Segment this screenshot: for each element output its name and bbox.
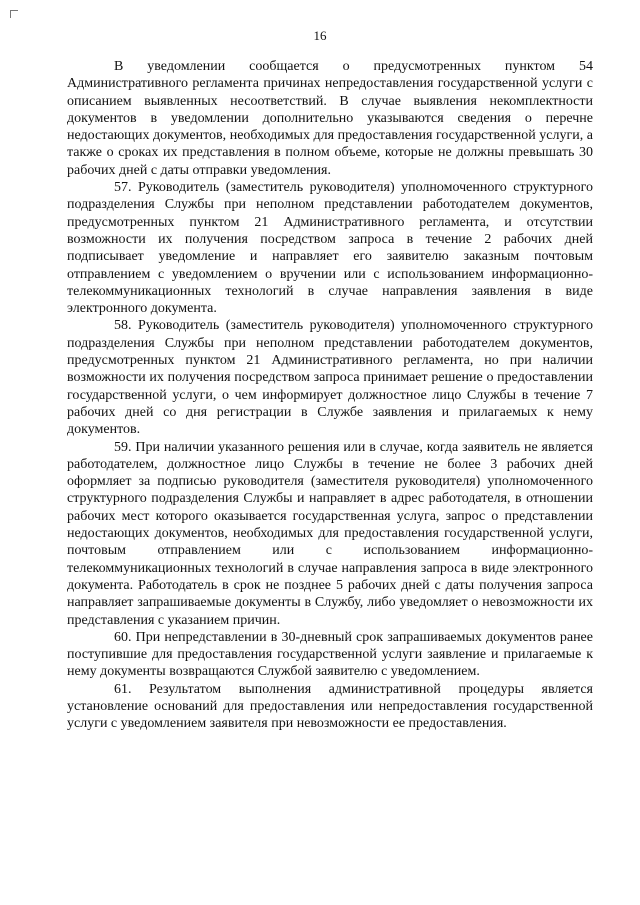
document-body xyxy=(67,58,593,733)
scan-corner-mark xyxy=(10,10,18,18)
page-number: 16 xyxy=(313,28,327,43)
paragraph-59: 59. При наличии указанного решения или в случае, когда заявитель не является работодателем, должностное лицо Службы в течение не более 3 рабочих дней оформляет за подписью руководителя (заместителя руководителя) уполномоченного структурного подразделения Службы и направляет в адрес работодателя, в отношении рабочих мест которого оказывается государственная услуга, запрос о представлении недостающих документов, необходимых для предоставления государственной услуги, почтовым отправлением или с использованием информационно-телекоммуникационных технологий в случае направления запроса в виде электронного документа. Работодатель в срок не позднее 5 рабочих дней с даты получения запроса направляет запрашиваемые документы в Службу, либо уведомляет о невозможности их представления с указанием причин. xyxy=(67,439,593,628)
paragraph-57: 57. Руководитель (заместитель руководителя) уполномоченного структурного подразделения Службы при неполном представлении работодателем документов, предусмотренных пунктом 21 Административного регламента, и отсутствии возможности их получения посредством запроса в течение 2 рабочих дней подписывает уведомление и направляет его заявителю заказным почтовым отправлением с уведомлением о вручении или с использованием информационно-телекоммуникационных технологий в случае направления заявления в виде электронного документа. xyxy=(67,180,593,317)
paragraph-notification-content: В уведомлении сообщается о предусмотренных пунктом 54 Административного регламента причинах непредоставления государственной услуги с описанием выявленных несоответствий. В случае выявления некомплектности документов в уведомлении дополнительно указываются сведения о перечне недостающих документов, необходимых для предоставления государственной услуги, а также о сроках их представления в полном объеме, которые не должны превышать 30 рабочих дней с даты отправки уведомления. xyxy=(67,59,593,178)
paragraph-61: 61. Результатом выполнения административной процедуры является установление оснований для предоставления или непредоставления государственной услуги с уведомлением заявителя при невозможности ее предоставления. xyxy=(67,681,593,732)
paragraph-60: 60. При непредставлении в 30-дневный срок запрашиваемых документов ранее поступившие для предоставления государственной услуги заявление и прилагаемые к нему документы возвращаются Службой заявителю с уведомлением. xyxy=(67,629,593,680)
paragraph-58: 58. Руководитель (заместитель руководителя) уполномоченного структурного подразделения Службы при неполном представлении работодателем документов, предусмотренных пунктом 21 Административного регламента, но при наличии возможности их получения посредством запроса принимает решение о предоставлении государственной услуги, о чем информирует должностное лицо Службы в течение 7 рабочих дней со дня регистрации в Службе заявления и прилагаемых к нему документов. xyxy=(67,318,593,438)
